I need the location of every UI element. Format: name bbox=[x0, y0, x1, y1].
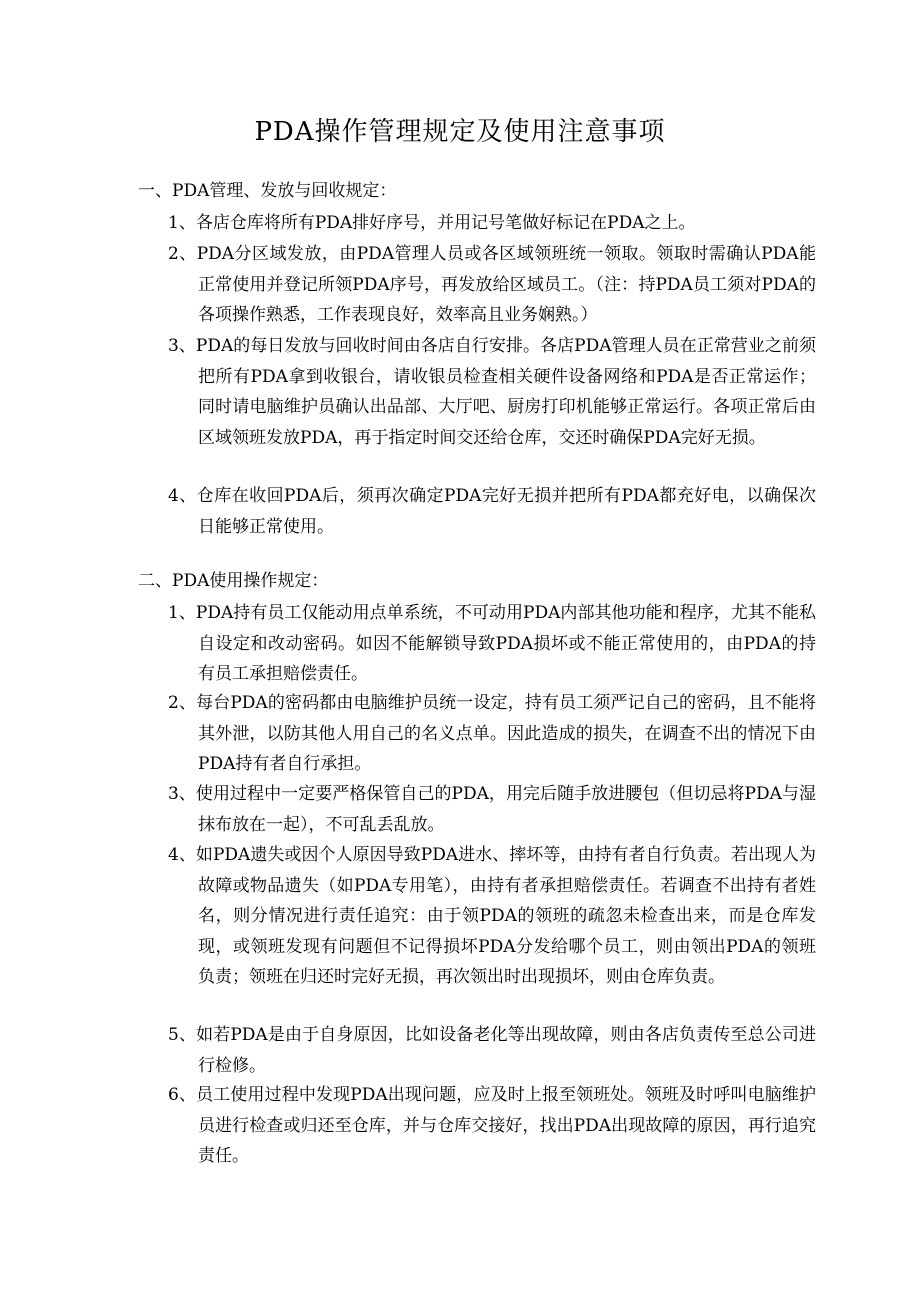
list-item: 5、如若PDA是由于自身原因，比如设备老化等出现故障，则由各店负责传至总公司进行检修。 bbox=[168, 1025, 816, 1076]
list-item: 2、PDA分区域发放，由PDA管理人员或各区域领班统一领取。领取时需确认PDA能正常使用并登记所领PDA序号，再发放给区域员工。（注：持PDA员工须对PDA的各项操作熟悉，工作表现良好，效率高且业务娴熟。） bbox=[168, 244, 816, 325]
section-heading-usage: 二、PDA使用操作规定： bbox=[138, 571, 329, 591]
list-item: 1、各店仓库将所有PDA排好序号，并用记号笔做好标记在PDA之上。 bbox=[168, 213, 696, 233]
list-item: 6、员工使用过程中发现PDA出现问题，应及时上报至领班处。领班及时呼叫电脑维护员进行检查或归还至仓库，并与仓库交接好，找出PDA出现故障的原因，再行追究责任。 bbox=[168, 1085, 816, 1166]
list-item: 3、使用过程中一定要严格保管自己的PDA，用完后随手放进腰包（但切忌将PDA与湿抹布放在一起），不可乱丢乱放。 bbox=[168, 784, 816, 835]
section-heading-distribution: 一、PDA管理、发放与回收规定： bbox=[138, 181, 397, 201]
document-title: PDA操作管理规定及使用注意事项 bbox=[254, 117, 666, 147]
list-item: 4、如PDA遗失或因个人原因导致PDA进水、摔坏等，由持有者自行负责。若出现人为故障或物品遗失（如PDA专用笔），由持有者承担赔偿责任。若调查不出持有者姓名，则分情况进行责任追究：由于领PDA的领班的疏忽未检查出来，而是仓库发现，或领班发现有问题但不记得损坏PDA分发给哪个员工，则由领出PDA的领班负责；领班在归还时完好无损，再次领出时出现损坏，则由仓库负责。 bbox=[168, 845, 816, 987]
list-item: 3、PDA的每日发放与回收时间由各店自行安排。各店PDA管理人员在正常营业之前须把所有PDA拿到收银台，请收银员检查相关硬件设备网络和PDA是否正常运作；同时请电脑维护员确认出品部、大厅吧、厨房打印机能够正常运行。各项正常后由区域领班发放PDA，再于指定时间交还给仓库，交还时确保PDA完好无损。 bbox=[168, 336, 816, 448]
list-item: 2、每台PDA的密码都由电脑维护员统一设定，持有员工须严记自己的密码，且不能将其外泄，以防其他人用自己的名义点单。因此造成的损失，在调查不出的情况下由PDA持有者自行承担。 bbox=[168, 693, 816, 774]
list-item: 4、仓库在收回PDA后，须再次确定PDA完好无损并把所有PDA都充好电，以确保次日能够正常使用。 bbox=[168, 486, 816, 537]
list-item: 1、PDA持有员工仅能动用点单系统，不可动用PDA内部其他功能和程序，尤其不能私自设定和改动密码。如因不能解锁导致PDA损坏或不能正常使用的，由PDA的持有员工承担赔偿责任。 bbox=[168, 603, 816, 684]
